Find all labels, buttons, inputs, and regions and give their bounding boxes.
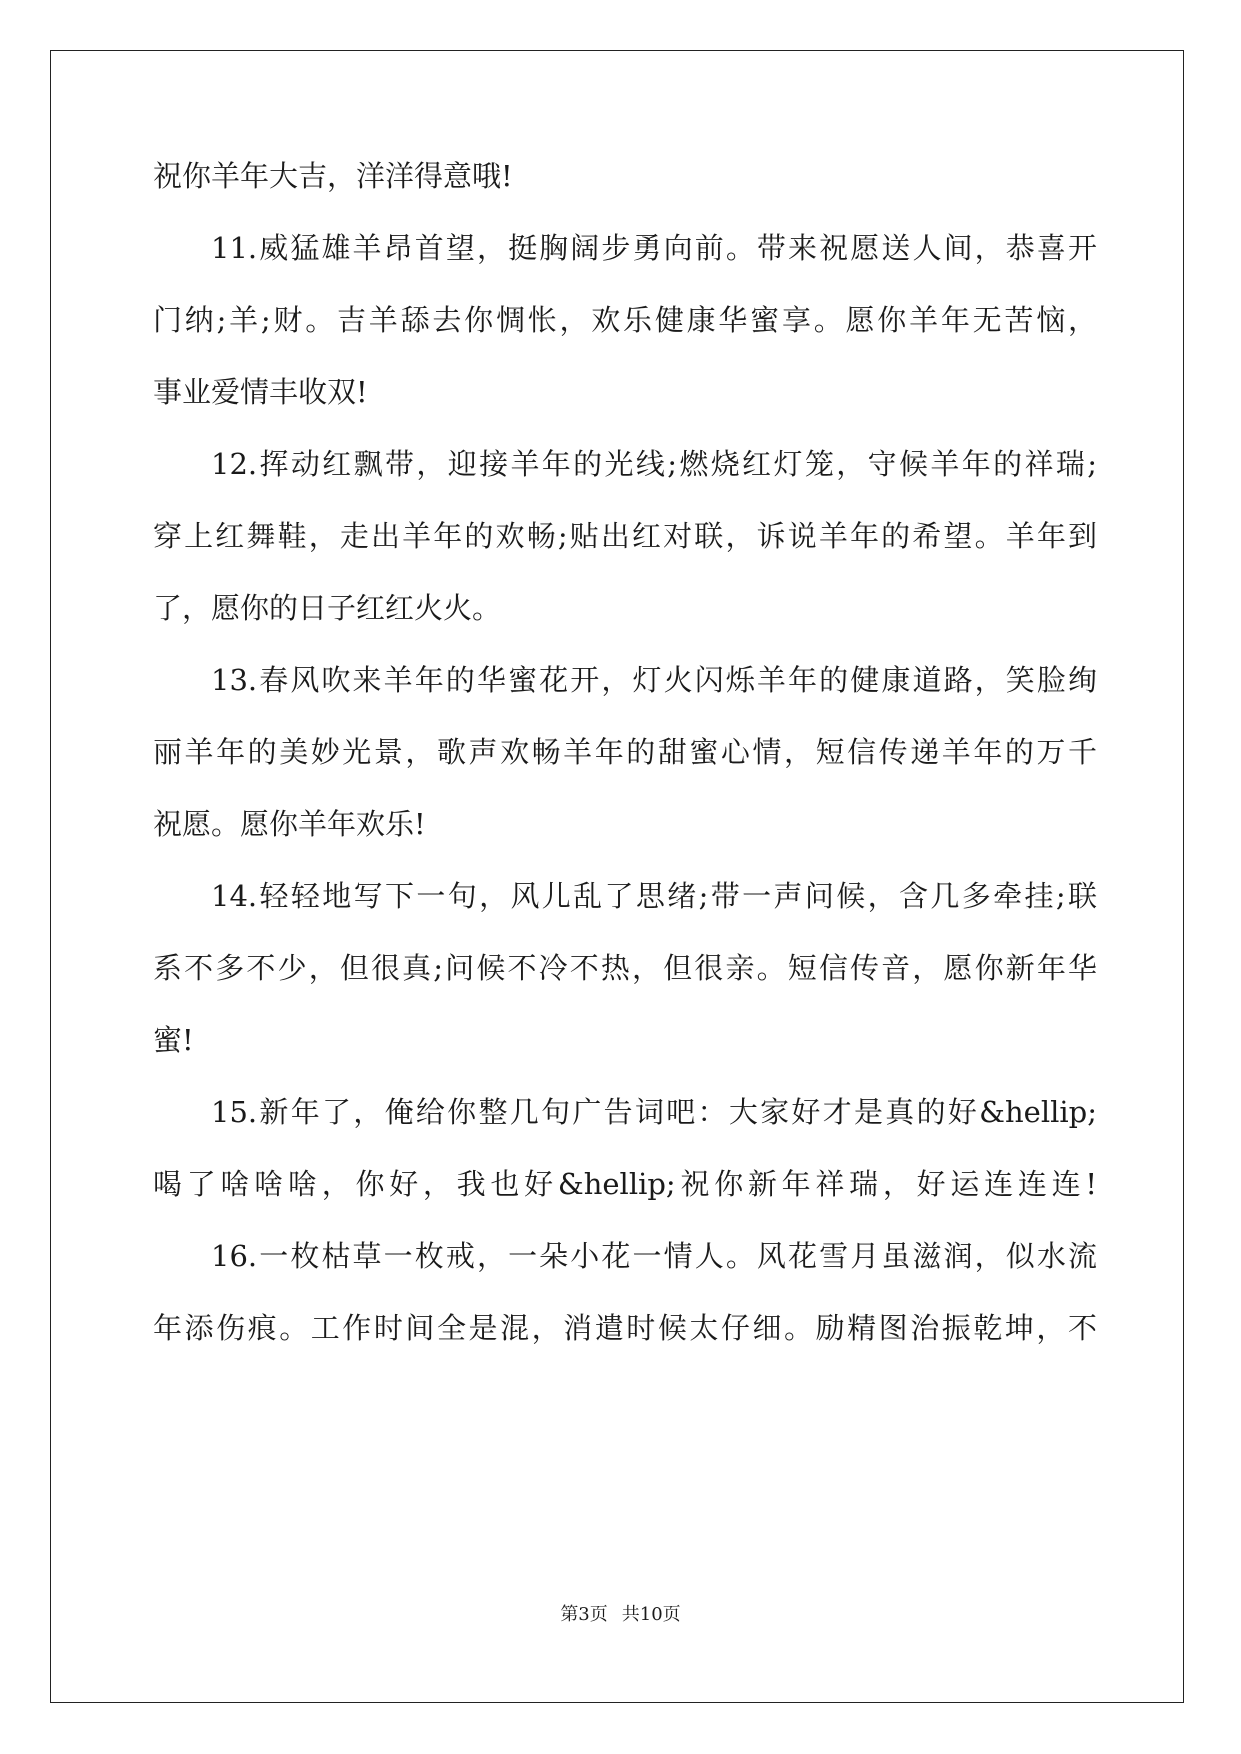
text-line: 系不多不少，但很真;问候不冷不热，但很亲。短信传音，愿你新年华	[153, 951, 1097, 985]
text-line: 丽羊年的美妙光景，歌声欢畅羊年的甜蜜心情，短信传递羊年的万千	[153, 735, 1097, 769]
text-line: 16.一枚枯草一枚戒，一朵小花一情人。风花雪月虽滋润，似水流	[211, 1239, 1097, 1273]
text-line: 15.新年了，俺给你整几句广告词吧：大家好才是真的好&hellip;	[211, 1095, 1097, 1129]
text-line: 事业爱情丰收双!	[153, 375, 368, 409]
text-line: 蜜!	[153, 1023, 194, 1057]
text-line: 年添伤痕。工作时间全是混，消遣时候太仔细。励精图治振乾坤，不	[153, 1311, 1097, 1345]
page-number: 第3页	[560, 1604, 608, 1625]
text-line: 祝你羊年大吉，洋洋得意哦!	[153, 159, 513, 193]
text-line: 11.威猛雄羊昂首望，挺胸阔步勇向前。带来祝愿送人间，恭喜开	[211, 231, 1097, 265]
text-line: 12.挥动红飘带，迎接羊年的光线;燃烧红灯笼，守候羊年的祥瑞;	[211, 447, 1097, 481]
page-footer	[0, 1600, 1241, 1626]
page-frame	[50, 50, 1184, 1703]
text-line: 了，愿你的日子红红火火。	[153, 591, 502, 625]
text-line: 13.春风吹来羊年的华蜜花开，灯火闪烁羊年的健康道路，笑脸绚	[211, 663, 1097, 697]
text-line: 门纳;羊;财。吉羊舔去你惆怅，欢乐健康华蜜享。愿你羊年无苦恼，	[153, 303, 1097, 337]
page-total: 共10页	[621, 1604, 681, 1625]
text-line: 14.轻轻地写下一句，风儿乱了思绪;带一声问候，含几多牵挂;联	[211, 879, 1097, 913]
text-line: 穿上红舞鞋，走出羊年的欢畅;贴出红对联，诉说羊年的希望。羊年到	[153, 519, 1097, 553]
text-line: 喝了啥啥啥，你好，我也好&hellip;祝你新年祥瑞，好运连连连!	[153, 1167, 1097, 1201]
text-line: 祝愿。愿你羊年欢乐!	[153, 807, 426, 841]
